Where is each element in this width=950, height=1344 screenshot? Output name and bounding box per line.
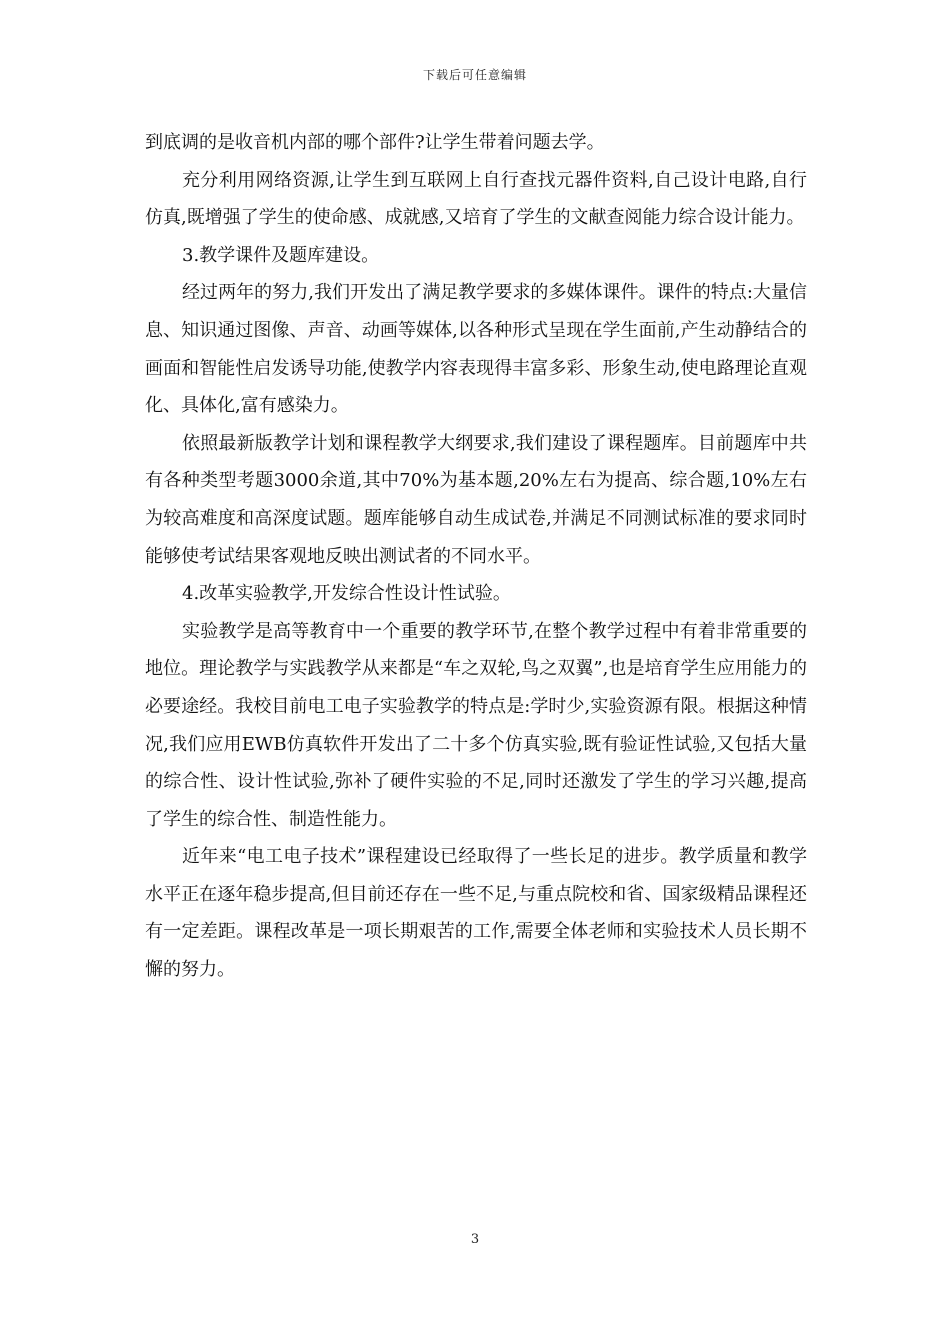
paragraph-7: 实验教学是高等教育中一个重要的教学环节,在整个教学过程中有着非常重要的地位。理论教学与实践教学从来都是“车之双轮,鸟之双翼”,也是培育学生应用能力的必要途经。我校目前电工电子实验教学的特点是:学时少,实验资源有限。根据这种情况,我们应用EWB仿真软件开发出了二十多个仿真实验,既有验证性试验,又包括大量的综合性、设计性试验,弥补了硬件实验的不足,同时还激发了学生的学习兴趣,提高了学生的综合性、制造性能力。 [145, 620, 807, 830]
document-body [145, 124, 807, 989]
section-heading-4: 4.改革实验教学,开发综合性设计性试验。 [182, 583, 511, 605]
paragraph-1: 到底调的是收音机内部的哪个部件?让学生带着问题去学。 [145, 132, 605, 153]
paragraph-8: 近年来“电工电子技术”课程建设已经取得了一些长足的进步。教学质量和教学水平正在逐年稳步提高,但目前还存在一些不足,与重点院校和省、国家级精品课程还有一定差距。课程改革是一项长期艰苦的工作,需要全体老师和实验技术人员长期不懈的努力。 [145, 846, 807, 981]
section-heading-3: 3.教学课件及题库建设。 [182, 244, 380, 266]
paragraph-4: 经过两年的努力,我们开发出了满足教学要求的多媒体课件。课件的特点:大量信息、知识通过图像、声音、动画等媒体,以各种形式呈现在学生面前,产生动静结合的画面和智能性启发诱导功能,使教学内容表现得丰富多彩、形象生动,使电路理论直观化、具体化,富有感染力。 [145, 282, 807, 417]
page-header-note: 下载后可任意编辑 [422, 68, 527, 82]
paragraph-5: 依照最新版教学计划和课程教学大纲要求,我们建设了课程题库。目前题库中共有各种类型考题3000余道,其中70%为基本题,20%左右为提高、综合题,10%左右为较高难度和高深度试题。题库能够自动生成试卷,并满足不同测试标准的要求同时能够使考试结果客观地反映出测试者的不同水平。 [145, 432, 807, 567]
paragraph-2: 充分利用网络资源,让学生到互联网上自行查找元器件资料,自己设计电路,自行仿真,既增强了学生的使命感、成就感,又培育了学生的文献查阅能力综合设计能力。 [145, 169, 807, 229]
page-number: 3 [470, 1232, 480, 1247]
